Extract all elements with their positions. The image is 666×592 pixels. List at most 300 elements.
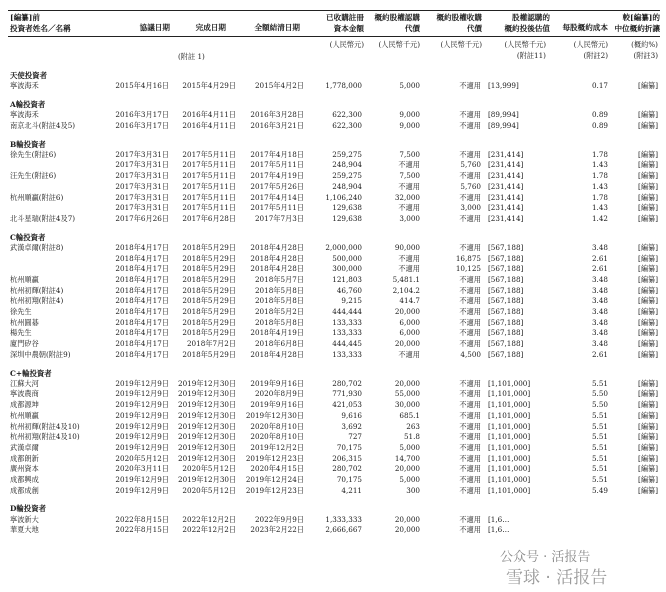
section-title: A輪投資者 (10, 99, 46, 109)
cost-per-share: 5.49 (591, 485, 608, 495)
discount: [編纂] (638, 475, 658, 484)
subscription-consideration: 5,000 (399, 442, 420, 452)
investor-name: 杭州順贏 (10, 410, 39, 420)
header-post-money-valuation: 股權認購的 概約投後估值 (504, 13, 550, 33)
completion-date: 2019年12月30日 (178, 442, 237, 452)
cost-per-share: 2.61 (591, 349, 608, 359)
settlement-date: 2018年5月7日 (254, 274, 304, 284)
settlement-date: 2017年5月11日 (250, 160, 304, 170)
registered-capital-amount: 727 (348, 432, 362, 442)
investor-name: 成都源坤 (10, 400, 39, 410)
unit-discount: (概約%) (631, 40, 658, 49)
post-money-valuation: [89,994] (488, 120, 519, 130)
agreement-date: 2016年3月17日 (115, 110, 169, 120)
completion-date: 2018年5月29日 (182, 274, 236, 284)
acquisition-consideration: 3,000 (460, 203, 481, 213)
header-mid-rule (8, 36, 660, 37)
post-money-valuation: [1,6… (488, 525, 510, 535)
agreement-date: 2017年3月31日 (115, 171, 169, 181)
registered-capital-amount: 46,760 (336, 285, 362, 295)
settlement-date: 2020年8月10日 (250, 421, 304, 431)
subscription-consideration: 263 (406, 421, 420, 431)
subscription-consideration: 14,700 (394, 453, 420, 463)
investor-name: 江蘇大河 (10, 378, 39, 388)
cost-per-share: 3.48 (591, 328, 608, 338)
registered-capital-amount: 133,333 (332, 349, 362, 359)
registered-capital-amount: 280,702 (332, 464, 362, 474)
acquisition-consideration: 16,875 (455, 253, 481, 263)
registered-capital-amount: 206,315 (332, 453, 362, 463)
table-row (0, 81, 666, 92)
completion-date: 2018年5月29日 (182, 296, 236, 306)
cost-per-share: 1.42 (591, 213, 608, 223)
table-row (0, 182, 666, 193)
acquisition-consideration: 不適用 (459, 389, 481, 399)
settlement-date: 2018年4月28日 (250, 349, 304, 359)
registered-capital-amount: 259,275 (332, 171, 362, 181)
settlement-date: 2023年2月22日 (250, 525, 304, 535)
unit-amount: (人民幣元) (329, 40, 364, 49)
completion-date: 2018年5月29日 (182, 317, 236, 327)
registered-capital-amount: 259,275 (332, 149, 362, 159)
completion-date: 2017年5月11日 (182, 203, 236, 213)
registered-capital-amount: 70,175 (336, 475, 362, 484)
table-row (0, 339, 666, 350)
acquisition-consideration: 不適用 (459, 307, 481, 316)
settlement-date: 2017年4月19日 (250, 171, 304, 181)
investor-name: 杭州初翔(附註4及10) (10, 432, 80, 442)
discount: [編纂] (638, 110, 658, 120)
agreement-date: 2019年12月9日 (115, 485, 169, 495)
registered-capital-amount: 500,000 (332, 253, 362, 263)
subscription-consideration: 7,500 (399, 149, 420, 159)
agreement-date: 2018年4月17日 (115, 274, 169, 284)
post-money-valuation: [567,188] (488, 339, 524, 349)
discount: [編纂] (638, 349, 658, 359)
post-money-valuation: [1,101,000] (488, 421, 531, 431)
subscription-consideration: 2,104.2 (392, 285, 420, 295)
note-cost: (附註2) (583, 51, 608, 60)
table-row (0, 379, 666, 390)
settlement-date: 2017年4月18日 (250, 149, 304, 159)
acquisition-consideration: 不適用 (459, 453, 481, 463)
discount: [編纂] (638, 464, 658, 474)
agreement-date: 2018年4月17日 (115, 285, 169, 295)
discount: [編纂] (638, 378, 658, 388)
unit-subscription: (人民幣千元) (378, 40, 420, 49)
post-money-valuation: [231,414] (488, 192, 524, 202)
cost-per-share: 1.78 (591, 192, 608, 202)
cost-per-share: 5.51 (591, 464, 608, 474)
discount: [編纂] (638, 274, 658, 284)
header-acquisition-consideration: 概約股權收購 代價 (436, 13, 482, 33)
acquisition-consideration: 5,760 (460, 181, 481, 191)
discount: [編纂] (638, 81, 658, 91)
settlement-date: 2020年8月9日 (254, 389, 304, 399)
registered-capital-amount: 622,300 (332, 110, 362, 120)
discount: [編纂] (638, 285, 658, 295)
completion-date: 2019年12月30日 (178, 389, 237, 399)
cost-per-share: 5.51 (591, 432, 608, 442)
discount: [編纂] (638, 442, 658, 452)
registered-capital-amount: 1,778,000 (325, 81, 362, 91)
investor-name: 華夏大地 (10, 525, 39, 535)
acquisition-consideration: 不適用 (459, 410, 481, 420)
agreement-date: 2019年12月9日 (115, 410, 169, 420)
settlement-date: 2018年4月28日 (250, 253, 304, 263)
settlement-date: 2016年3月21日 (250, 120, 304, 130)
discount: [編纂] (638, 410, 658, 420)
post-money-valuation: [567,188] (488, 328, 524, 338)
acquisition-consideration: 不適用 (459, 339, 481, 349)
cost-per-share: 3.48 (591, 285, 608, 295)
table-row (0, 464, 666, 475)
header-subscription-consideration: 概約股權認購 代價 (374, 13, 420, 33)
table-row (0, 296, 666, 307)
cost-per-share: 0.17 (591, 81, 608, 91)
post-money-valuation: [567,188] (488, 264, 524, 274)
post-money-valuation: [567,188] (488, 296, 524, 306)
settlement-date: 2019年9月16日 (250, 400, 304, 410)
subscription-consideration: 不適用 (398, 181, 420, 191)
investor-name: 寧波農商 (10, 389, 39, 399)
subscription-consideration: 不適用 (398, 264, 420, 274)
registered-capital-amount: 3,692 (341, 421, 362, 431)
agreement-date: 2018年4月17日 (115, 253, 169, 263)
cost-per-share: 1.43 (591, 203, 608, 213)
investor-name: 武漢卓爾(附註8) (10, 242, 64, 252)
acquisition-consideration: 不適用 (459, 296, 481, 306)
registered-capital-amount: 248,904 (332, 181, 362, 191)
cost-per-share: 5.51 (591, 453, 608, 463)
acquisition-consideration: 不適用 (459, 274, 481, 284)
table-row (0, 443, 666, 454)
investor-name: 成都朗新 (10, 453, 39, 463)
post-money-valuation: [567,188] (488, 242, 524, 252)
post-money-valuation: [1,101,000] (488, 475, 531, 484)
table-row (0, 160, 666, 171)
agreement-date: 2019年12月9日 (115, 378, 169, 388)
completion-date: 2019年12月30日 (178, 410, 237, 420)
table-row (0, 110, 666, 121)
completion-date: 2017年6月28日 (182, 213, 236, 223)
cost-per-share: 2.61 (591, 253, 608, 263)
subscription-consideration: 32,000 (394, 192, 420, 202)
agreement-date: 2017年3月31日 (115, 203, 169, 213)
header-cost-per-share: 每股概約成本 (562, 23, 608, 32)
registered-capital-amount: 300,000 (332, 264, 362, 274)
acquisition-consideration: 不適用 (459, 213, 481, 223)
investor-name: 深圳中農朝(附註9) (10, 349, 71, 359)
agreement-date: 2017年3月31日 (115, 181, 169, 191)
cost-per-share: 0.89 (591, 120, 608, 130)
settlement-date: 2017年5月26日 (250, 181, 304, 191)
cost-per-share: 3.48 (591, 307, 608, 316)
post-money-valuation: [231,414] (488, 149, 524, 159)
settlement-date: 2018年5月2日 (254, 307, 304, 316)
registered-capital-amount: 9,215 (341, 296, 362, 306)
subscription-consideration: 7,500 (399, 171, 420, 181)
investor-name: 徐先生 (10, 307, 32, 316)
cost-per-share: 5.51 (591, 442, 608, 452)
investor-name: 南京北斗(附註4及5) (10, 120, 76, 130)
subscription-consideration: 不適用 (398, 160, 420, 170)
investor-name: 杭州順贏 (10, 274, 39, 284)
agreement-date: 2018年4月17日 (115, 349, 169, 359)
acquisition-consideration: 不適用 (459, 149, 481, 159)
header-top-rule (8, 10, 660, 11)
discount: [編纂] (638, 328, 658, 338)
completion-date: 2017年5月11日 (182, 181, 236, 191)
completion-date: 2022年12月2日 (182, 514, 236, 524)
agreement-date: 2019年12月9日 (115, 432, 169, 442)
completion-date: 2018年5月29日 (182, 328, 236, 338)
settlement-date: 2020年4月15日 (250, 464, 304, 474)
discount: [編纂] (638, 339, 658, 349)
cost-per-share: 1.78 (591, 149, 608, 159)
completion-date: 2019年12月30日 (178, 432, 237, 442)
post-money-valuation: [567,188] (488, 285, 524, 295)
agreement-date: 2018年4月17日 (115, 296, 169, 306)
subscription-consideration: 685.1 (399, 410, 420, 420)
completion-date: 2019年12月30日 (178, 475, 237, 484)
subscription-consideration: 3,000 (399, 213, 420, 223)
subscription-consideration: 30,000 (394, 400, 420, 410)
unit-cost: (人民幣元) (573, 40, 608, 49)
subscription-consideration: 51.8 (403, 432, 420, 442)
registered-capital-amount: 129,638 (332, 203, 362, 213)
table-row (0, 286, 666, 297)
completion-date: 2018年7月2日 (186, 339, 236, 349)
agreement-date: 2022年8月15日 (115, 525, 169, 535)
registered-capital-amount: 9,616 (341, 410, 362, 420)
registered-capital-amount: 2,666,667 (325, 525, 362, 535)
settlement-date: 2018年5月8日 (254, 285, 304, 295)
table-row (0, 432, 666, 443)
subscription-consideration: 20,000 (394, 378, 420, 388)
post-money-valuation: [567,188] (488, 349, 524, 359)
subscription-consideration: 20,000 (394, 339, 420, 349)
table-row (0, 515, 666, 526)
investor-name: 成都興成 (10, 475, 39, 484)
cost-per-share: 1.43 (591, 181, 608, 191)
agreement-date: 2019年12月9日 (115, 475, 169, 484)
discount: [編纂] (638, 485, 658, 495)
subscription-consideration: 55,000 (394, 389, 420, 399)
agreement-date: 2019年12月9日 (115, 421, 169, 431)
table-row (0, 171, 666, 182)
completion-date: 2016年4月11日 (182, 110, 236, 120)
section-title: B輪投資者 (10, 139, 46, 149)
acquisition-consideration: 不適用 (459, 400, 481, 410)
settlement-date: 2018年4月19日 (250, 328, 304, 338)
discount: [編纂] (638, 307, 658, 316)
registered-capital-amount: 2,000,000 (325, 242, 362, 252)
discount: [編纂] (638, 432, 658, 442)
cost-per-share: 5.51 (591, 378, 608, 388)
table-row (0, 400, 666, 411)
registered-capital-amount: 771,930 (332, 389, 362, 399)
table-row (0, 307, 666, 318)
header-agreement-date: 協議日期 (139, 23, 170, 32)
post-money-valuation: [567,188] (488, 317, 524, 327)
agreement-date: 2017年3月31日 (115, 192, 169, 202)
section-title: D輪投資者 (10, 504, 46, 514)
agreement-date: 2018年4月17日 (115, 339, 169, 349)
subscription-consideration: 90,000 (394, 242, 420, 252)
settlement-date: 2018年4月28日 (250, 242, 304, 252)
table-row (0, 264, 666, 275)
completion-date: 2017年5月11日 (182, 192, 236, 202)
discount: [編纂] (638, 171, 658, 181)
settlement-date: 2018年4月28日 (250, 264, 304, 274)
acquisition-consideration: 不適用 (459, 525, 481, 535)
investor-name: 杭州圓碁 (10, 317, 39, 327)
acquisition-consideration: 不適用 (459, 192, 481, 202)
subscription-consideration: 20,000 (394, 525, 420, 535)
post-money-valuation: [231,414] (488, 160, 524, 170)
agreement-date: 2019年12月9日 (115, 442, 169, 452)
settlement-date: 2016年3月28日 (250, 110, 304, 120)
post-money-valuation: [231,414] (488, 181, 524, 191)
completion-date: 2017年5月11日 (182, 160, 236, 170)
subscription-consideration: 不適用 (398, 253, 420, 263)
completion-date: 2018年5月29日 (182, 242, 236, 252)
registered-capital-amount: 421,053 (332, 400, 362, 410)
agreement-date: 2016年3月17日 (115, 120, 169, 130)
note-discount: (附註3) (633, 51, 658, 60)
discount: [編纂] (638, 192, 658, 202)
registered-capital-amount: 129,638 (332, 213, 362, 223)
agreement-date: 2020年5月12日 (115, 453, 169, 463)
investor-name: 廣州資本 (10, 464, 39, 474)
table-row (0, 328, 666, 339)
completion-date: 2020年5月12日 (182, 464, 236, 474)
cost-per-share: 3.48 (591, 274, 608, 284)
settlement-date: 2019年12月23日 (245, 453, 304, 463)
acquisition-consideration: 5,760 (460, 160, 481, 170)
cost-per-share: 1.78 (591, 171, 608, 181)
completion-date: 2019年12月30日 (178, 378, 237, 388)
post-money-valuation: [231,414] (488, 213, 524, 223)
watermark-line1: 公众号 · 活报告 (500, 550, 591, 565)
registered-capital-amount: 133,333 (332, 328, 362, 338)
settlement-date: 2018年5月8日 (254, 296, 304, 306)
subscription-consideration: 6,000 (399, 317, 420, 327)
completion-date: 2018年5月29日 (182, 285, 236, 295)
acquisition-consideration: 4,500 (460, 349, 481, 359)
unit-valuation: (人民幣千元) (504, 40, 546, 49)
table-row (0, 203, 666, 214)
post-money-valuation: [231,414] (488, 171, 524, 181)
acquisition-consideration: 不適用 (459, 328, 481, 338)
registered-capital-amount: 280,702 (332, 378, 362, 388)
registered-capital-amount: 133,333 (332, 317, 362, 327)
acquisition-consideration: 不適用 (459, 120, 481, 130)
agreement-date: 2018年4月17日 (115, 307, 169, 316)
table-row (0, 422, 666, 433)
settlement-date: 2017年7月3日 (254, 213, 304, 223)
subscription-consideration: 20,000 (394, 307, 420, 316)
discount: [編纂] (638, 203, 658, 213)
cost-per-share: 5.50 (591, 389, 608, 399)
investor-name: 徐先生(附註6) (10, 149, 57, 159)
agreement-date: 2017年6月26日 (115, 213, 169, 223)
table-row (0, 525, 666, 536)
table-row (0, 350, 666, 361)
post-money-valuation: [1,101,000] (488, 410, 531, 420)
header-settlement-date: 全額結清日期 (254, 23, 300, 32)
cost-per-share: 3.48 (591, 296, 608, 306)
table-row (0, 243, 666, 254)
post-money-valuation: [1,101,000] (488, 400, 531, 410)
acquisition-consideration: 不適用 (459, 464, 481, 474)
unit-acquisition: (人民幣千元) (440, 40, 482, 49)
table-row (0, 389, 666, 400)
header-investor-line1: [編纂]前 (10, 13, 40, 22)
subscription-consideration: 9,000 (399, 120, 420, 130)
header-investor-line2: 投資者姓名／名稱 (10, 24, 71, 33)
post-money-valuation: [1,101,000] (488, 378, 531, 388)
post-money-valuation: [1,101,000] (488, 453, 531, 463)
settlement-date: 2019年9月16日 (250, 378, 304, 388)
post-money-valuation: [1,6… (488, 514, 510, 524)
subscription-consideration: 不適用 (398, 349, 420, 359)
acquisition-consideration: 不適用 (459, 432, 481, 442)
acquisition-consideration: 不適用 (459, 485, 481, 495)
investor-name: 寧波海禾 (10, 110, 39, 120)
agreement-date: 2015年4月16日 (115, 81, 169, 91)
section-title: C+輪投資者 (10, 368, 52, 378)
subscription-consideration: 300 (406, 485, 420, 495)
table-row (0, 214, 666, 225)
cost-per-share: 5.51 (591, 410, 608, 420)
subscription-consideration: 5,000 (399, 475, 420, 484)
agreement-date: 2017年3月31日 (115, 149, 169, 159)
discount: [編纂] (638, 389, 658, 399)
discount: [編纂] (638, 120, 658, 130)
agreement-date: 2018年4月17日 (115, 328, 169, 338)
subscription-consideration: 20,000 (394, 464, 420, 474)
completion-date: 2022年12月2日 (182, 525, 236, 535)
investor-name: 楊先生 (10, 328, 32, 338)
header-discount: 較[編纂]的 中位概約折讓 (614, 13, 660, 33)
post-money-valuation: [567,188] (488, 253, 524, 263)
completion-date: 2016年4月11日 (182, 120, 236, 130)
post-money-valuation: [13,999] (488, 81, 519, 91)
settlement-date: 2017年4月14日 (250, 192, 304, 202)
completion-date: 2019年12月30日 (178, 400, 237, 410)
completion-date: 2019年12月30日 (178, 453, 237, 463)
post-money-valuation: [1,101,000] (488, 464, 531, 474)
discount: [編纂] (638, 181, 658, 191)
header-completion-date: 完成日期 (195, 23, 226, 32)
settlement-date: 2020年8月10日 (250, 432, 304, 442)
table-row (0, 318, 666, 329)
discount: [編纂] (638, 453, 658, 463)
completion-date: 2018年5月29日 (182, 349, 236, 359)
acquisition-consideration: 不適用 (459, 171, 481, 181)
completion-date: 2015年4月29日 (182, 81, 236, 91)
completion-date: 2017年5月11日 (182, 149, 236, 159)
registered-capital-amount: 248,904 (332, 160, 362, 170)
registered-capital-amount: 70,175 (336, 442, 362, 452)
cost-per-share: 3.48 (591, 317, 608, 327)
post-money-valuation: [1,101,000] (488, 432, 531, 442)
cost-per-share: 5.51 (591, 475, 608, 484)
note-valuation: (附註11) (516, 51, 546, 60)
agreement-date: 2019年12月9日 (115, 400, 169, 410)
